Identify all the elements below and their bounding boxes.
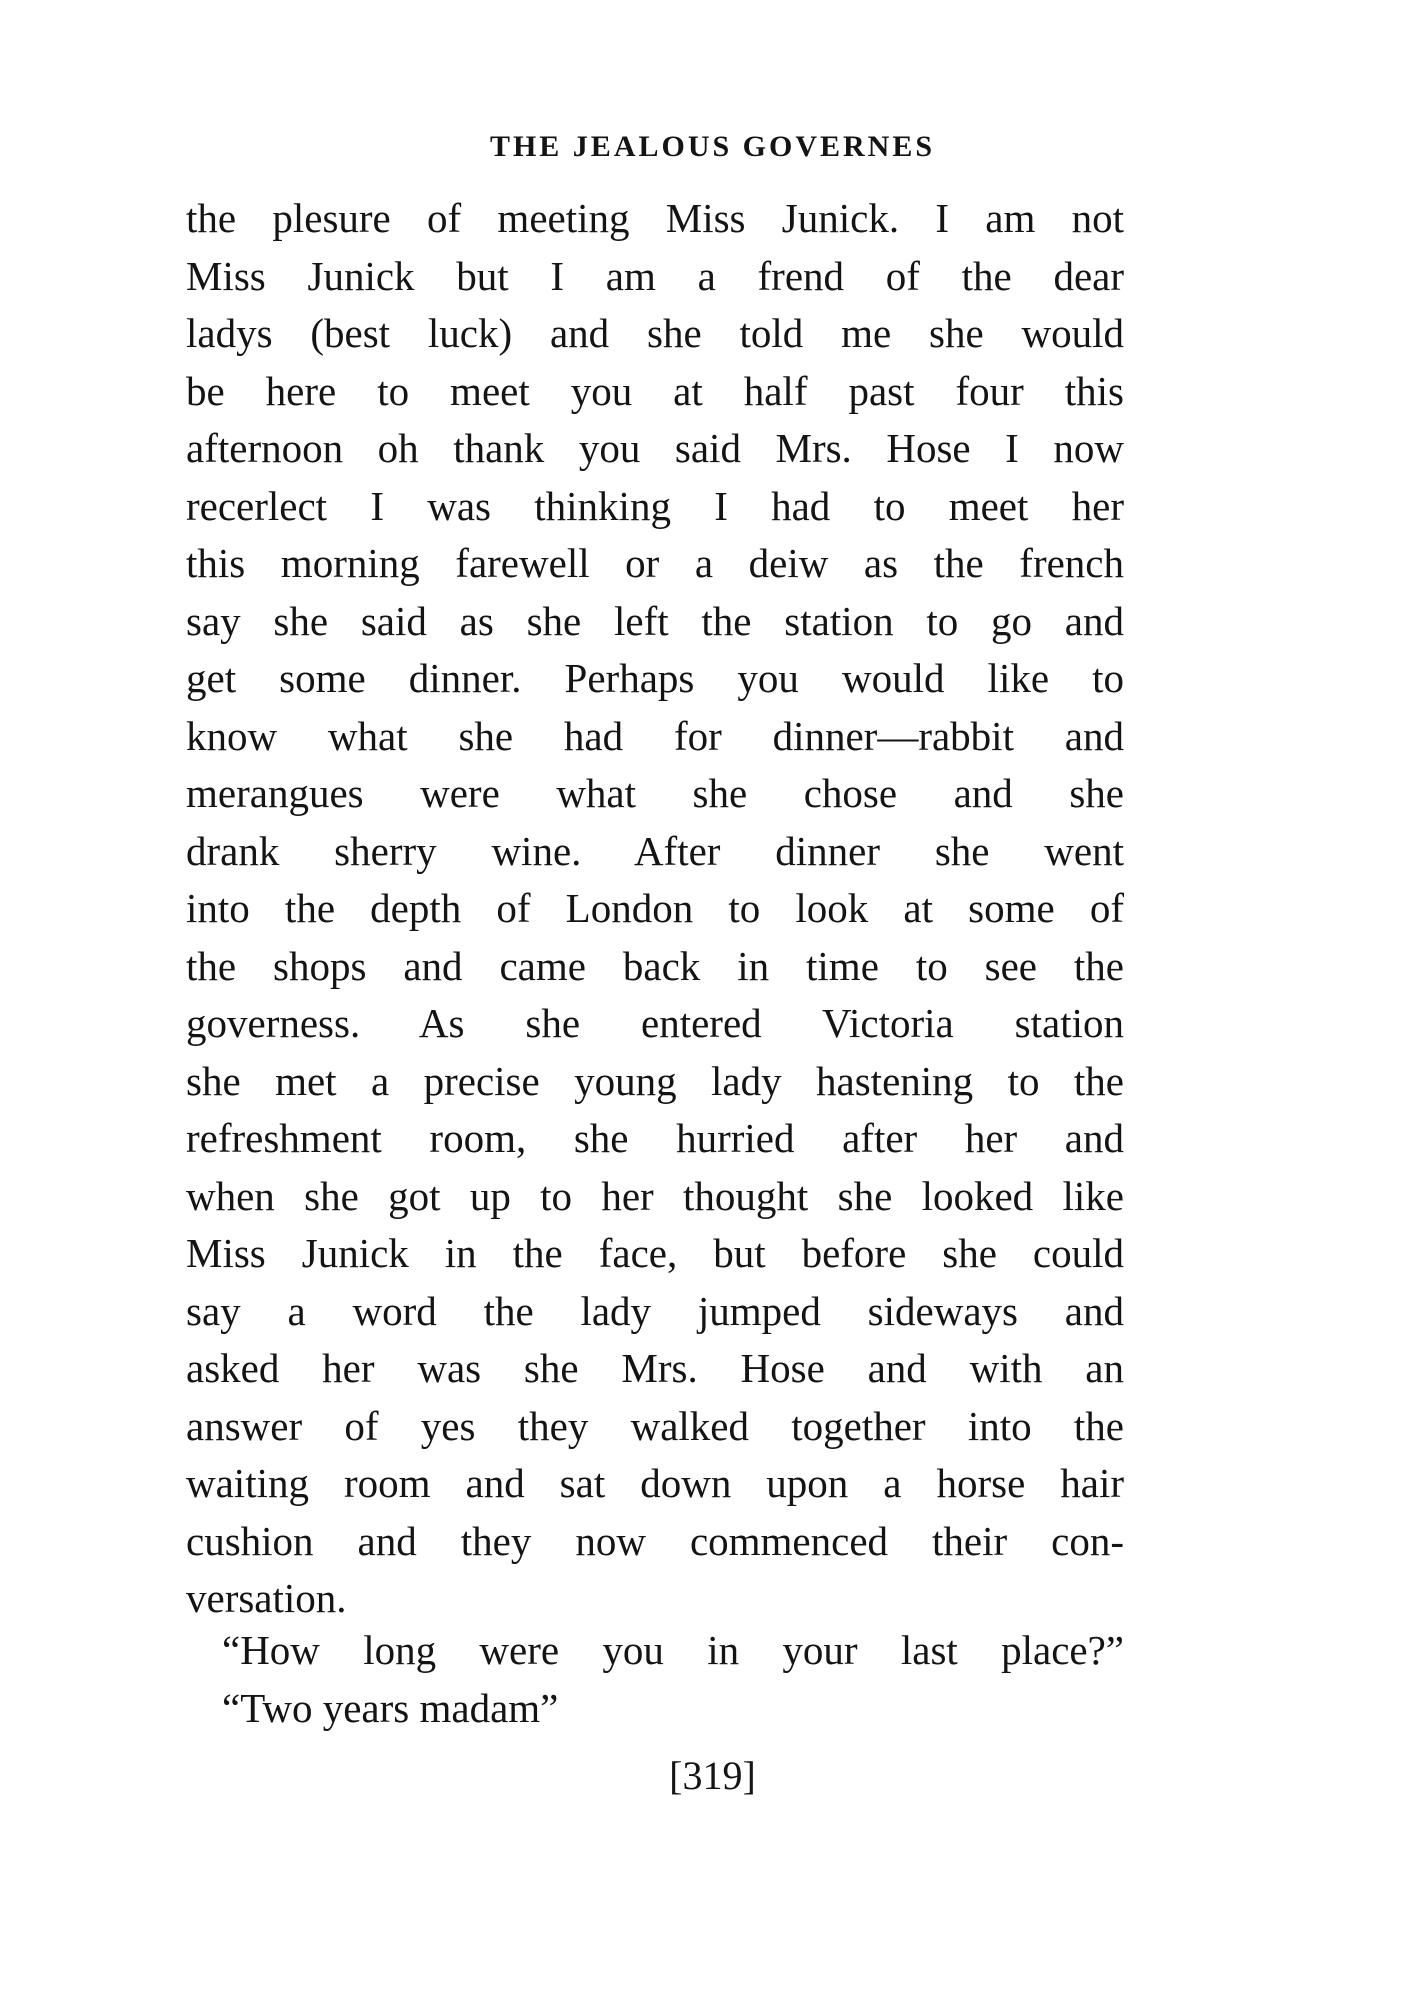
text-line: cushion and they now commenced their con- (186, 1517, 1124, 1564)
text-line: into the depth of London to look at some of (186, 885, 1124, 931)
paragraph (186, 190, 1124, 1628)
text-line: versation. (186, 1575, 347, 1621)
text-line: merangues were what she chose and she (186, 770, 1124, 816)
running-head: THE JEALOUS GOVERNES (489, 130, 936, 163)
text-line: this morning farewell or a deiw as the french (186, 540, 1124, 586)
dialogue-line: “Two years madam” (222, 1685, 559, 1731)
text-line: ladys (best luck) and she told me she would (186, 310, 1124, 356)
text-line: answer of yes they walked together into the (186, 1402, 1124, 1449)
text-line: Miss Junick in the face, but before she could (186, 1230, 1124, 1276)
page-number: [319] (669, 1753, 756, 1798)
text-line: when she got up to her thought she looked like (186, 1172, 1124, 1219)
text-line: Miss Junick but I am a frend of the dear (186, 252, 1124, 299)
text-line: waiting room and sat down upon a horse hair (186, 1460, 1124, 1506)
text-line: the plesure of meeting Miss Junick. I am not (186, 195, 1124, 241)
text-line: get some dinner. Perhaps you would like to (186, 655, 1124, 701)
text-line: the shops and came back in time to see the (186, 942, 1124, 989)
text-line: afternoon oh thank you said Mrs. Hose I now (186, 425, 1124, 471)
text-line: governess. As she entered Victoria station (186, 1000, 1124, 1046)
dialogue-line: “How long were you in your last place?” (222, 1627, 1124, 1673)
text-line: know what she had for dinner—rabbit and (186, 712, 1124, 759)
text-line: be here to meet you at half past four this (186, 367, 1124, 414)
text-line: she met a precise young lady hastening to the (186, 1057, 1124, 1104)
text-line: say she said as she left the station to go and (186, 597, 1124, 644)
text-line: refreshment room, she hurried after her and (186, 1115, 1124, 1161)
text-line: asked her was she Mrs. Hose and with an (186, 1345, 1124, 1391)
text-line: drank sherry wine. After dinner she went (186, 827, 1124, 874)
text-line: recerlect I was thinking I had to meet her (186, 482, 1124, 529)
text-line: say a word the lady jumped sideways and (186, 1287, 1124, 1334)
